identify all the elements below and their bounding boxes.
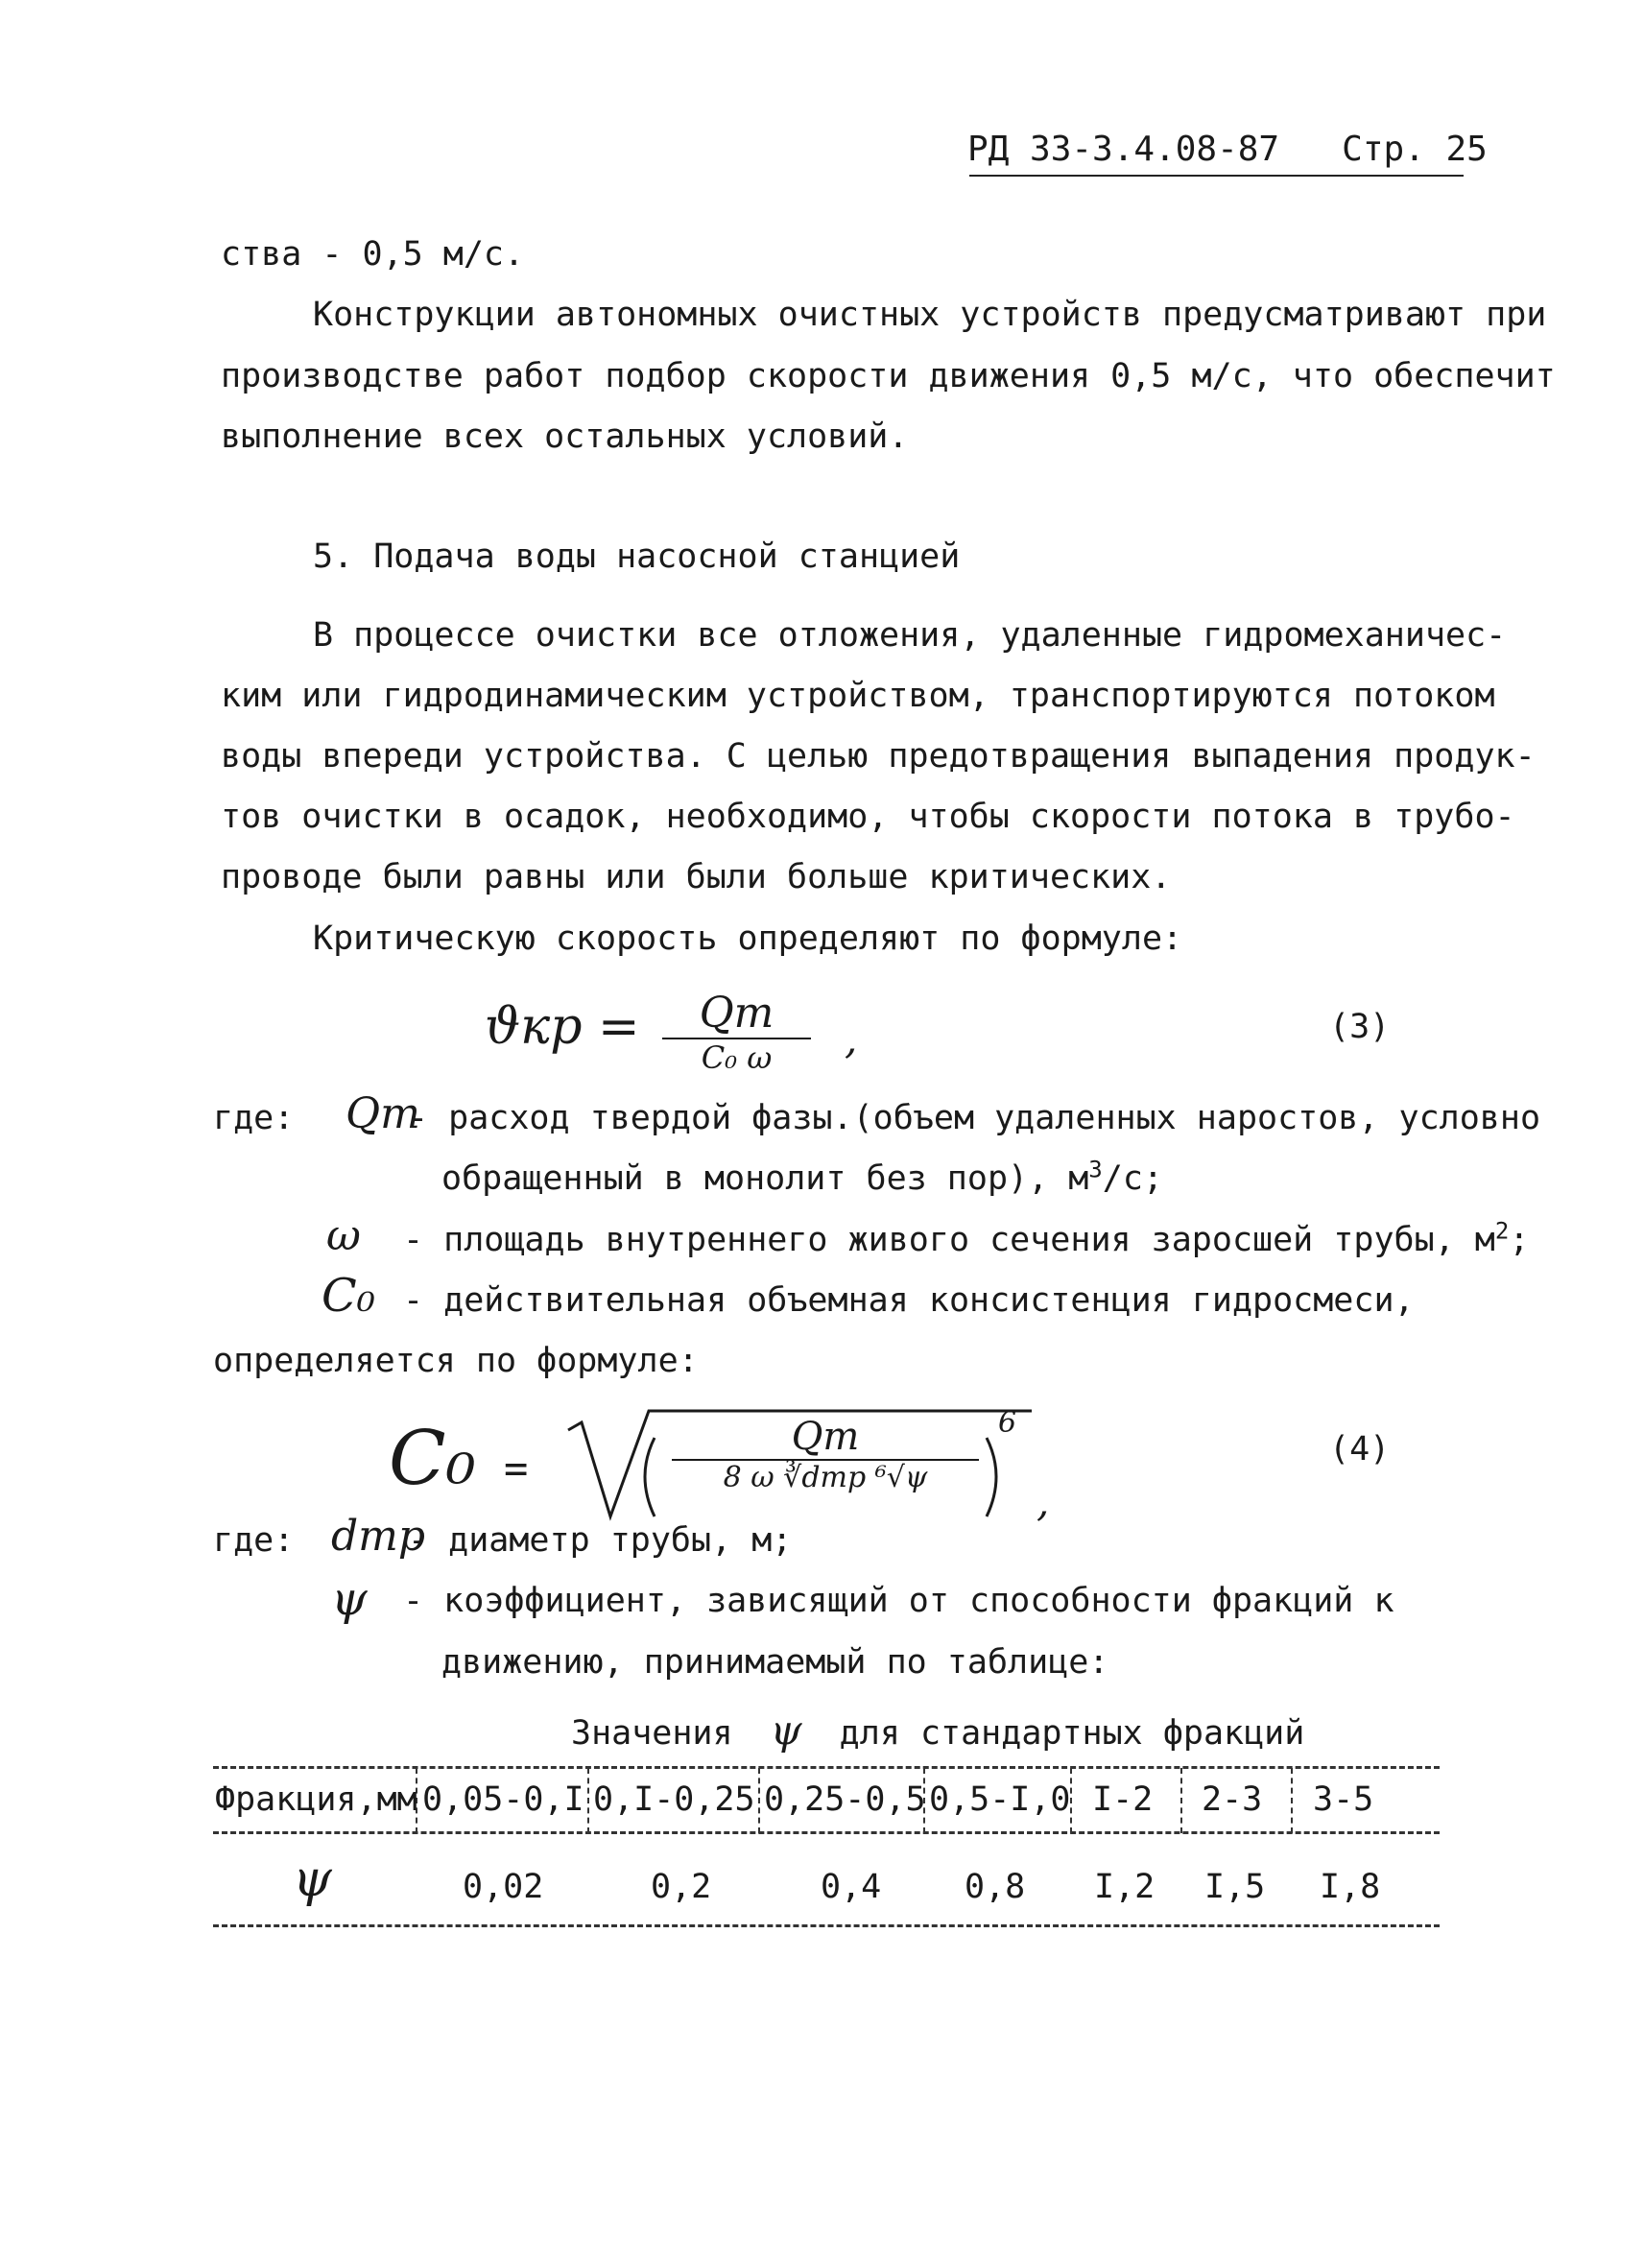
header-underline — [969, 175, 1464, 177]
table-header-cell: 0,5-I,0 — [929, 1780, 1071, 1819]
superscript: 2 — [1494, 1217, 1510, 1245]
table-header-cell: 2-3 — [1202, 1780, 1263, 1819]
table-psi-label: ψ — [293, 1850, 332, 1908]
qt-definition-text: обращенный в монолит без пор), м — [441, 1159, 1089, 1198]
table-header-rule — [213, 1831, 1440, 1834]
psi-definition: - коэффициент, зависящий от способности фракций к — [403, 1582, 1394, 1620]
formula-4-numerator: Qт — [791, 1415, 860, 1459]
formula-4-lhs: C₀ — [389, 1416, 476, 1502]
formula-4-comma: , — [1036, 1478, 1050, 1525]
table-bottom-rule — [213, 1924, 1440, 1927]
column-separator — [1291, 1768, 1293, 1833]
table-header-cell: 0,25-0,5 — [764, 1780, 926, 1819]
paragraph-continuation: ства - 0,5 м/с. — [221, 235, 525, 274]
omega-symbol: ω — [326, 1211, 361, 1260]
psi-definition-continued: движению, принимаемый по таблице: — [441, 1643, 1109, 1682]
psi-symbol: ψ — [770, 1707, 802, 1754]
paragraph-line: выполнение всех остальных условий. — [221, 418, 909, 456]
table-title — [571, 1707, 1304, 1754]
page-number: Стр. 25 — [1342, 130, 1488, 169]
paragraph-line: воды впереди устройства. С целью предотвращения выпадения продук- — [221, 737, 1536, 776]
formula-4-fraction — [672, 1415, 979, 1494]
table-header-cell: I-2 — [1092, 1780, 1154, 1819]
d-definition: - диаметр трубы, м; — [408, 1521, 793, 1560]
paragraph-line: проводе были равны или были больше критических. — [221, 858, 1172, 896]
table-value-cell: 0,8 — [965, 1868, 1026, 1906]
table-value-cell: 0,2 — [651, 1868, 712, 1906]
equation-number-4: (4) — [1329, 1430, 1391, 1468]
paragraph-line: Критическую скорость определяют по формуле: — [313, 919, 1183, 958]
formula-3-fraction — [662, 989, 811, 1076]
qt-symbol: Qт — [345, 1089, 420, 1138]
table-value-cell: I,2 — [1094, 1868, 1156, 1906]
table-top-rule — [213, 1766, 1440, 1769]
equation-number-3: (3) — [1329, 1008, 1391, 1046]
formula-3-comma: , — [845, 1015, 858, 1062]
table-header-cell: 0,I-0,25 — [593, 1780, 755, 1819]
qt-definition-unit: /с; — [1102, 1159, 1163, 1198]
where-label: где: — [213, 1521, 295, 1560]
c0-symbol: C₀ — [322, 1269, 375, 1323]
paragraph-line: производстве работ подбор скорости движения 0,5 м/с, что обеспечит — [221, 357, 1556, 395]
table-value-cell: 0,4 — [821, 1868, 882, 1906]
column-separator — [758, 1768, 760, 1833]
section-heading: 5. Подача воды насосной станцией — [313, 537, 961, 576]
psi-symbol: ψ — [331, 1572, 368, 1626]
table-header-cell: 0,05-0,I — [422, 1780, 584, 1819]
table-value-cell: I,5 — [1204, 1868, 1266, 1906]
c0-definition-continued: определяется по формуле: — [213, 1342, 699, 1380]
d-symbol: dтр — [331, 1512, 426, 1561]
where-label: где: — [213, 1099, 295, 1137]
omega-definition — [403, 1217, 1530, 1259]
paragraph-line: Конструкции автономных очистных устройств предусматривают при — [313, 296, 1547, 334]
page-header — [967, 130, 1488, 169]
formula-4-denominator: 8 ω ∛dтр ⁶√ψ — [723, 1461, 928, 1494]
table-value-cell: 0,02 — [463, 1868, 544, 1906]
omega-definition-text: - площадь внутреннего живого сечения заросшей трубы, м — [403, 1221, 1495, 1259]
table-header-cell: 3-5 — [1313, 1780, 1374, 1819]
table-title-text: для стандартных фракций — [839, 1714, 1305, 1753]
formula-3-numerator: Qт — [699, 989, 774, 1038]
formula-3-denominator: C₀ ω — [701, 1039, 773, 1076]
formula-4-exponent: 6 — [998, 1406, 1017, 1440]
qt-definition-continued — [441, 1156, 1163, 1198]
paragraph-line: ким или гидродинамическим устройством, транспортируются потоком — [221, 677, 1495, 715]
formula-4-equals: = — [504, 1444, 529, 1492]
qt-definition: - расход твердой фазы.(объем удаленных наростов, условно — [408, 1099, 1541, 1137]
superscript: 3 — [1088, 1156, 1103, 1183]
omega-definition-tail: ; — [1509, 1221, 1530, 1259]
c0-definition: - действительная объемная консистенция гидросмеси, — [403, 1281, 1415, 1320]
table-row-label: Фракция,мм — [215, 1780, 417, 1819]
table-value-cell: I,8 — [1320, 1868, 1381, 1906]
column-separator — [587, 1768, 589, 1833]
formula-3-lhs: ϑкр = — [485, 998, 640, 1056]
document-id: РД 33-3.4.08-87 — [967, 130, 1280, 169]
column-separator — [1180, 1768, 1182, 1833]
paragraph-line: тов очистки в осадок, необходимо, чтобы скорости потока в трубо- — [221, 798, 1515, 836]
table-title-text: Значения — [571, 1714, 733, 1753]
paragraph-line: В процессе очистки все отложения, удаленные гидромеханичес- — [313, 616, 1507, 655]
